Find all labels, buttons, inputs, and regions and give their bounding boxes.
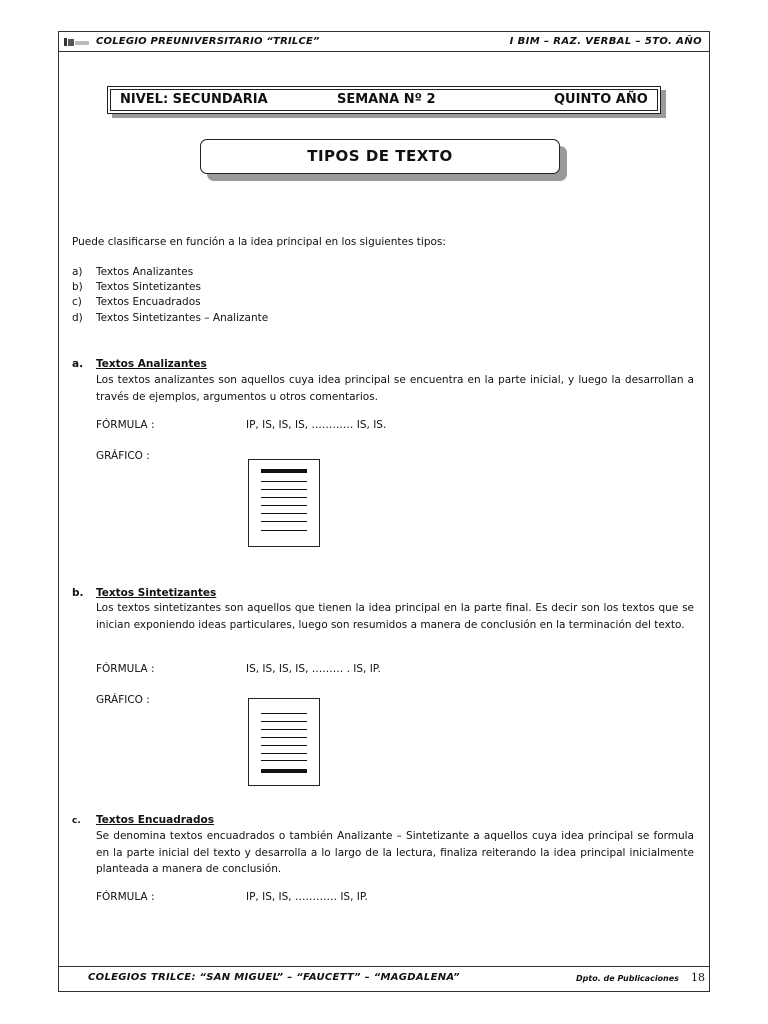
header-school: COLEGIO PREUNIVERSITARIO “TRILCE”: [96, 36, 320, 47]
title-box: [200, 139, 560, 174]
grafico-label: GRÁFICO :: [96, 450, 150, 462]
footer-schools: COLEGIOS TRILCE: “SAN MIGUEL” – “FAUCETT” – “MAGDALENA”: [88, 972, 460, 983]
footer-dept: Dpto. de Publicaciones: [576, 974, 679, 983]
header-course: I BIM – RAZ. VERBAL – 5TO. AÑO: [509, 36, 702, 47]
formula-label: FÓRMULA :: [96, 419, 155, 431]
section-body-analizantes: Los textos analizantes son aquellos cuya idea principal se encuentra en la parte inicial, y luego la desarrollan a través de ejemplos, argumentos u otros comentarios.: [96, 374, 694, 403]
formula-analizantes: IP, IS, IS, IS, ………… IS, IS.: [246, 419, 387, 431]
level-semana: SEMANA Nº 2: [337, 92, 436, 107]
section-body-sintetizantes: Los textos sintetizantes son aquellos que tienen la idea principal en la parte final. Es decir son los textos que se inician exponiendo ideas particulares, luego son resumidos a manera de conclusión en la terminación del texto.: [96, 602, 694, 631]
list-item-marker: d): [72, 312, 83, 324]
formula-label: FÓRMULA :: [96, 663, 155, 675]
formula-label: FÓRMULA :: [96, 891, 155, 903]
section-letter: a.: [72, 358, 84, 370]
intro-text: Puede clasificarse en función a la idea principal en los siguientes tipos:: [72, 236, 446, 248]
section-body-encuadrados: Se denomina textos encuadrados o también Analizante – Sintetizante a aquellos cuya idea principal se formula en la parte inicial del texto y desarrolla a lo largo de la lectura, finaliza reiterando la idea principal inicialmente planteada a manera de conclusión.: [96, 830, 694, 875]
level-nivel: NIVEL: SECUNDARIA: [120, 92, 268, 107]
list-item-marker: c): [72, 296, 82, 308]
level-bar: [107, 86, 661, 114]
formula-encuadrados: IP, IS, IS, ………… IS, IP.: [246, 891, 368, 903]
page-title: TIPOS DE TEXTO: [307, 147, 453, 165]
section-letter: c.: [72, 816, 81, 826]
header-divider: [58, 51, 710, 52]
list-item-marker: b): [72, 281, 83, 293]
trilce-logo: [64, 37, 90, 47]
level-grado: QUINTO AÑO: [554, 92, 648, 107]
section-letter: b.: [72, 587, 84, 599]
formula-sintetizantes: IS, IS, IS, IS, ……… . IS, IP.: [246, 663, 381, 675]
list-item: Textos Sintetizantes – Analizante: [96, 312, 269, 324]
section-heading-encuadrados: Textos Encuadrados: [96, 814, 214, 826]
sintetizante-diagram-icon: [248, 698, 320, 786]
list-item: Textos Analizantes: [96, 266, 194, 278]
page-number: 18: [691, 971, 705, 984]
footer-divider: [58, 966, 710, 967]
grafico-label: GRÁFICO :: [96, 694, 150, 706]
list-item-marker: a): [72, 266, 83, 278]
section-heading-sintetizantes: Textos Sintetizantes: [96, 587, 217, 599]
list-item: Textos Encuadrados: [96, 296, 201, 308]
list-item: Textos Sintetizantes: [96, 281, 201, 293]
analizante-diagram-icon: [248, 459, 320, 547]
section-heading-analizantes: Textos Analizantes: [96, 358, 207, 370]
